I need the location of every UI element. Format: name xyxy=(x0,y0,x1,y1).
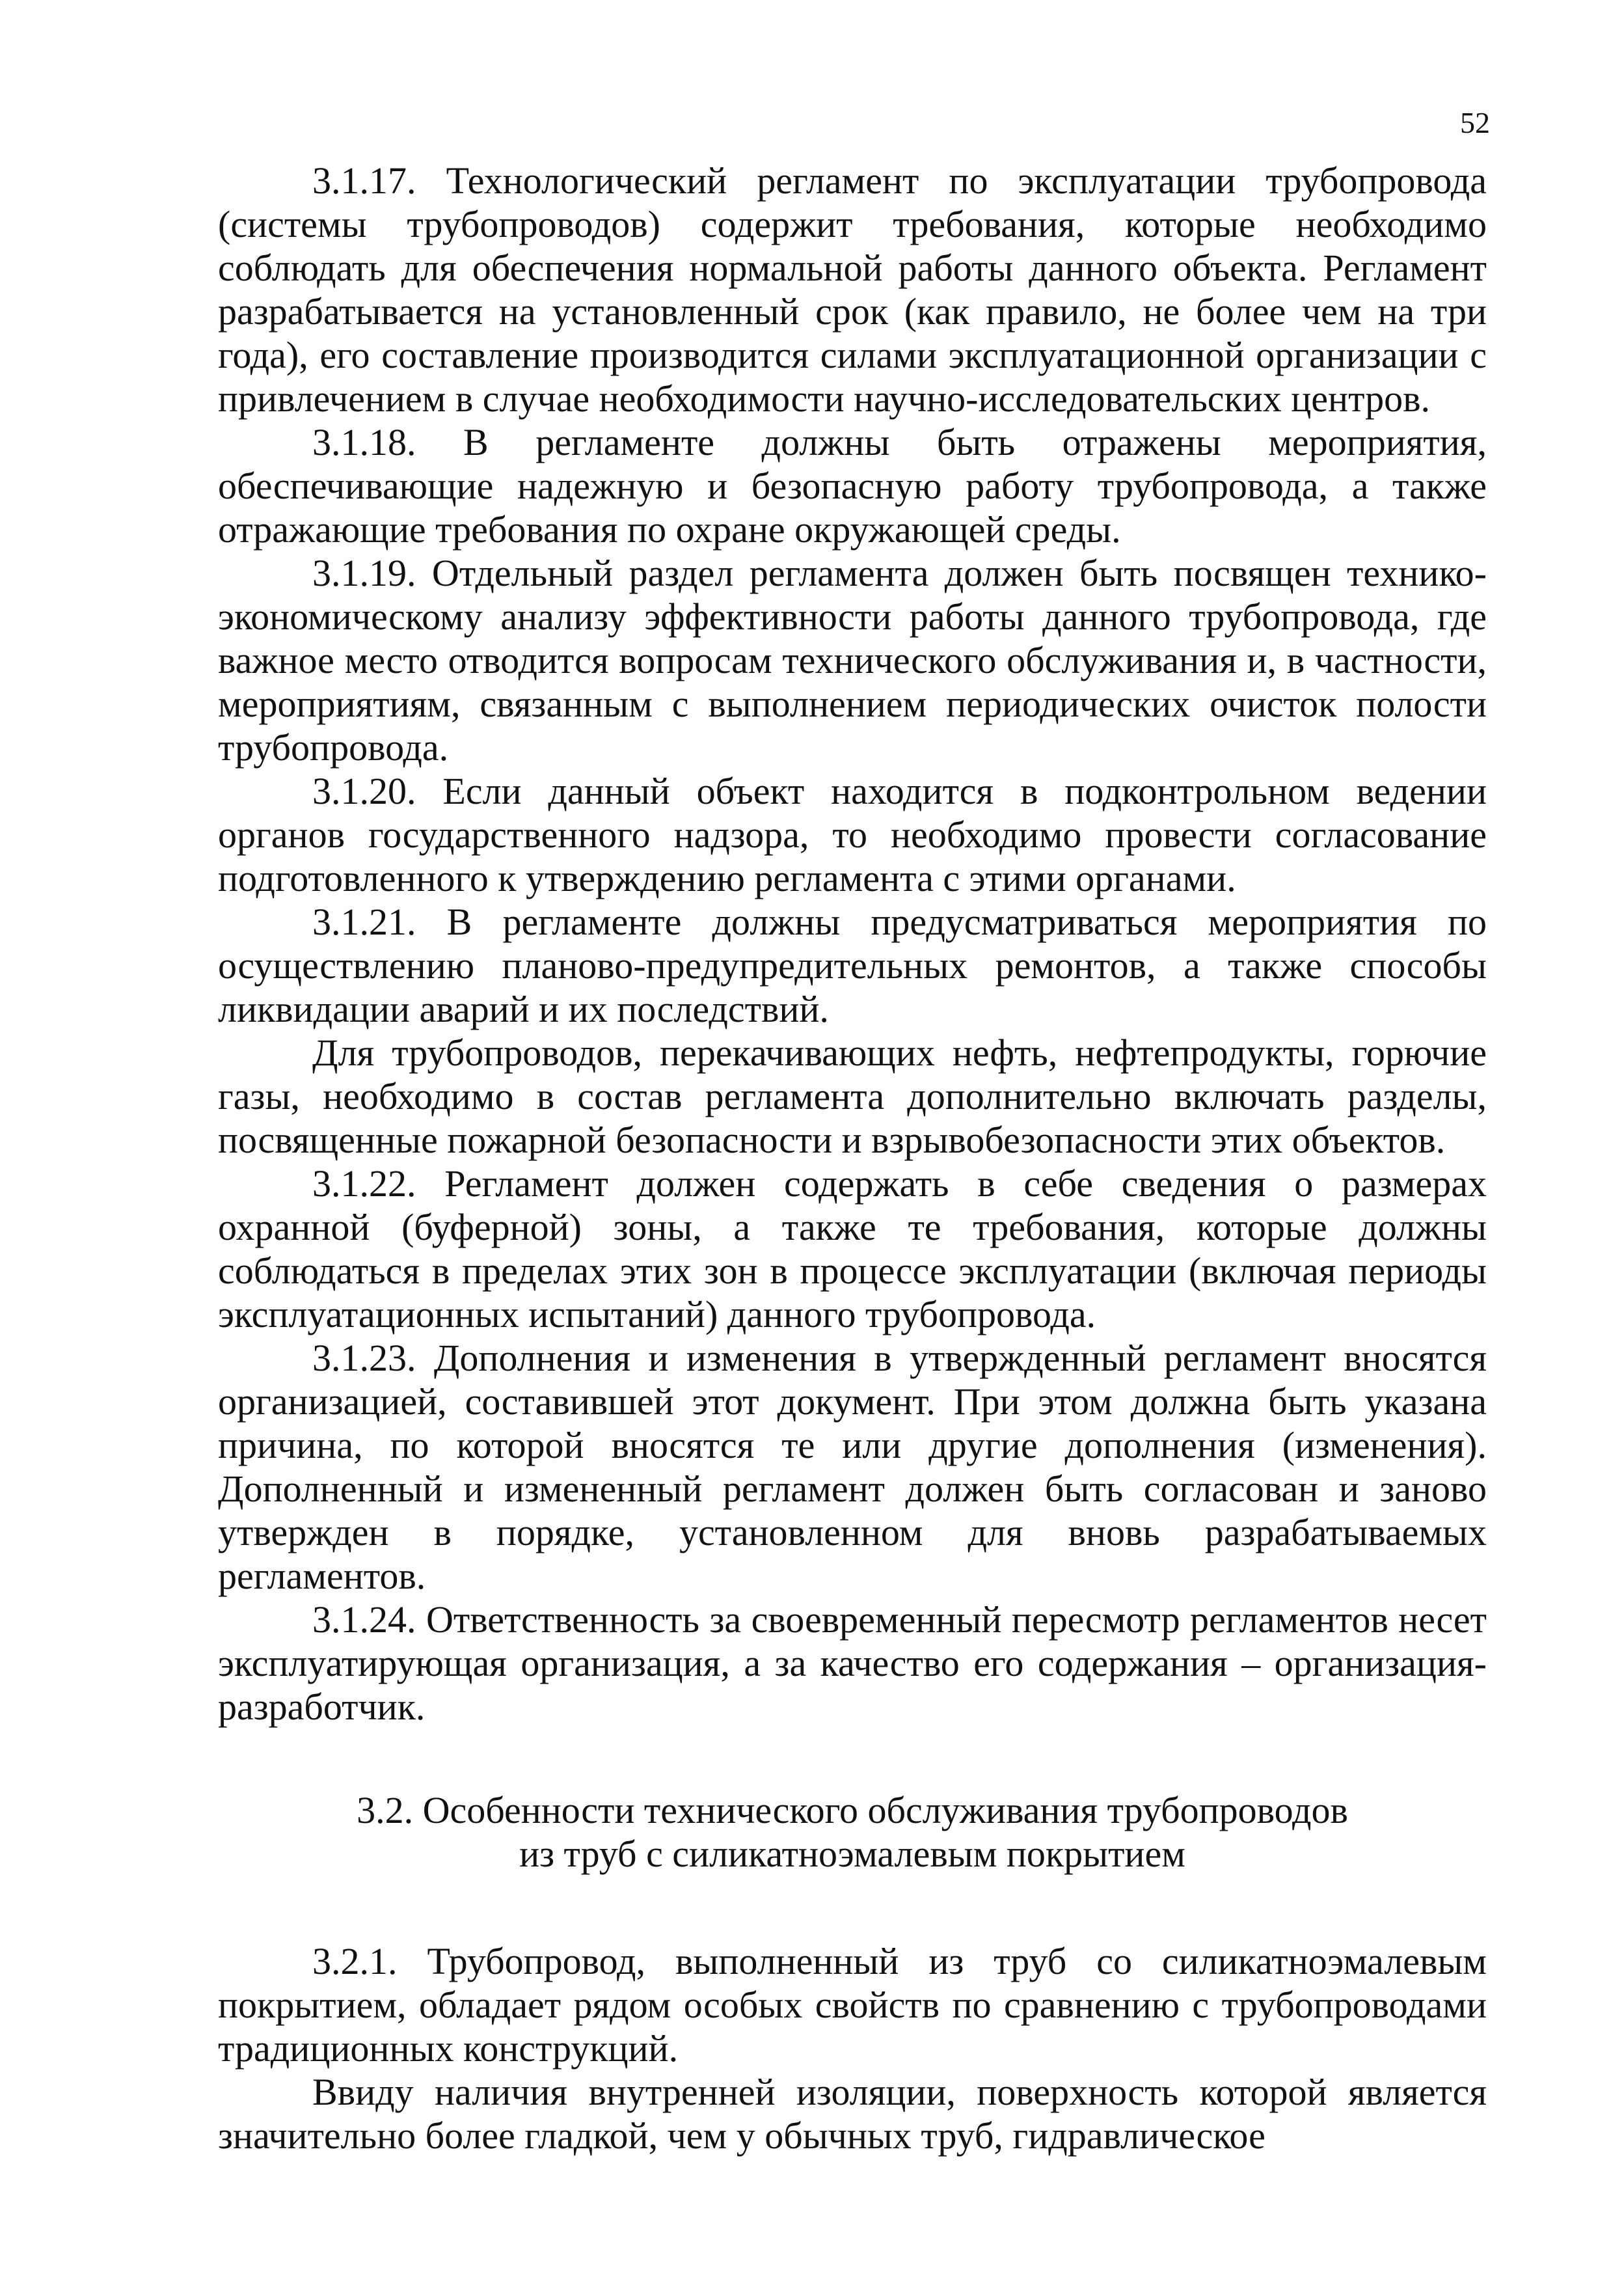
section-heading-line-2: из труб с силикатноэмалевым покрытием xyxy=(519,1833,1185,1875)
paragraph-3-1-17: 3.1.17. Технологический регламент по эксплуатации трубопровода (системы трубопроводов) содержит требования, которые необходимо соблюдать для обеспечения нормальной работы данного объекта. Регламент разрабатывается на установленный срок (как правило, не более чем на три года), его составление производится силами эксплуатационной организации с привлечением в случае необходимости научно-исследовательских центров. xyxy=(218,159,1487,420)
page-number: 52 xyxy=(1460,106,1490,139)
section-heading xyxy=(218,1788,1487,1876)
paragraph-3-2-1: 3.2.1. Трубопровод, выполненный из труб со силикатноэмалевым покрытием, обладает рядом особых свойств по сравнению с трубопроводами традиционных конструкций. xyxy=(218,1940,1487,2070)
paragraph-3-1-22: 3.1.22. Регламент должен содержать в себе сведения о размерах охранной (буферной) зоны, а также те требования, которые должны соблюдаться в пределах этих зон в процессе эксплуатации (включая периоды эксплуатационных испытаний) данного трубопровода. xyxy=(218,1162,1487,1335)
paragraph-3-1-24: 3.1.24. Ответственность за своевременный пересмотр регламентов несет эксплуатирующая организация, а за качество его содержания – организация-разработчик. xyxy=(218,1598,1487,1728)
paragraph-3-1-20: 3.1.20. Если данный объект находится в подконтрольном ведении органов государственного надзора, то необходимо провести согласование подготовленного к утверждению регламента с этими органами. xyxy=(218,770,1487,899)
paragraph-inner-insulation: Ввиду наличия внутренней изоляции, поверхность которой является значительно более гладкой, чем у обычных труб, гидравлическое xyxy=(218,2071,1487,2157)
paragraph-3-1-21: 3.1.21. В регламенте должны предусматриваться мероприятия по осуществлению планово-предупредительных ремонтов, а также способы ликвидации аварий и их последствий. xyxy=(218,901,1487,1030)
document-body xyxy=(218,159,1487,2157)
paragraph-3-1-18: 3.1.18. В регламенте должны быть отражены мероприятия, обеспечивающие надежную и безопасную работу трубопровода, а также отражающие требования по охране окружающей среды. xyxy=(218,421,1487,551)
paragraph-3-1-19: 3.1.19. Отдельный раздел регламента должен быть посвящен технико-экономическому анализу эффективности работы данного трубопровода, где важное место отводится вопросам технического обслуживания и, в частности, мероприятиям, связанным с выполнением периодических очисток полости трубопровода. xyxy=(218,552,1487,769)
paragraph-fire-safety: Для трубопроводов, перекачивающих нефть, нефтепродукты, горючие газы, необходимо в состав регламента дополнительно включать разделы, посвященные пожарной безопасности и взрывобезопасности этих объектов. xyxy=(218,1032,1487,1161)
section-heading-line-1: 3.2. Особенности технического обслуживания трубопроводов xyxy=(357,1789,1348,1831)
paragraph-3-1-23: 3.1.23. Дополнения и изменения в утвержденный регламент вносятся организацией, составившей этот документ. При этом должна быть указана причина, по которой вносятся те или другие дополнения (изменения). Дополненный и измененный регламент должен быть согласован и заново утвержден в порядке, установленном для вновь разрабатываемых регламентов. xyxy=(218,1337,1487,1597)
